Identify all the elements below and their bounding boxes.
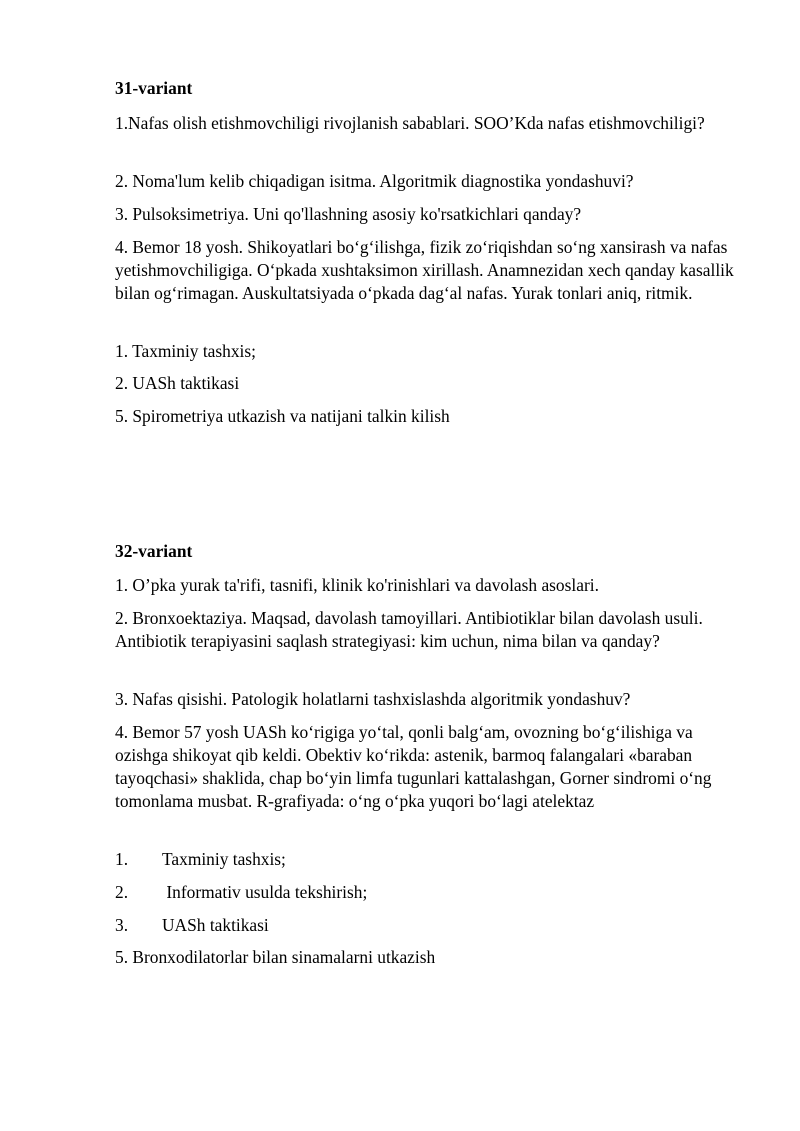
- variant-31-title: 31-variant: [115, 78, 193, 98]
- variant-31-question-4: 4. Bemor 18 yosh. Shikoyatlari bo‘g‘ilishga, fizik zo‘riqishdan so‘ng xansirash va nafas yetishmovchiligiga. O‘pkada xushtaksimon xirillash. Anamnezidan xech qanday kasallik bilan og‘rimagan. Auskultatsiyada o‘pkada dag‘al nafas. Yurak tonlari aniq, ritmik.: [115, 237, 734, 303]
- variant-32-subitem-1: [115, 848, 286, 871]
- variant-31-question-1: 1.Nafas olish etishmovchiligi rivojlanish sabablari. SOO’Kda nafas etishmovchiligi?: [115, 113, 705, 133]
- subitem-number: 1.: [115, 849, 129, 869]
- variant-31-question-5: 5. Spirometriya utkazish va natijani talkin kilish: [115, 406, 450, 426]
- variant-32-subitem-2: [115, 881, 367, 904]
- variant-32-question-1: 1. O’pka yurak ta'rifi, tasnifi, klinik ko'rinishlari va davolash asoslari.: [115, 575, 599, 595]
- subitem-text: UASh taktikasi: [162, 915, 269, 935]
- subitem-text: Taxminiy tashxis;: [162, 849, 286, 869]
- variant-31-subitem-1: 1. Taxminiy tashxis;: [115, 341, 256, 361]
- variant-32-question-2: 2. Bronxoektaziya. Maqsad, davolash tamoyillari. Antibiotiklar bilan davolash usuli. Antibiotik terapiyasini saqlash strategiyasi: kim uchun, nima bilan va qanday?: [115, 608, 703, 651]
- variant-31-subitem-2: 2. UASh taktikasi: [115, 373, 240, 393]
- variant-32-title: 32-variant: [115, 541, 193, 561]
- variant-32-question-3: 3. Nafas qisishi. Patologik holatlarni tashxislashda algoritmik yondashuv?: [115, 689, 631, 709]
- subitem-number: 2.: [115, 882, 129, 902]
- variant-32-subitem-3: [115, 914, 269, 937]
- variant-31-question-3: 3. Pulsoksimetriya. Uni qo'llashning asosiy ko'rsatkichlari qanday?: [115, 204, 582, 224]
- variant-32-question-4: 4. Bemor 57 yosh UASh ko‘rigiga yo‘tal, qonli balg‘am, ovozning bo‘g‘ilishiga va ozishga shikoyat qib keldi. Obektiv ko‘rikda: astenik, barmoq falangalari «baraban tayoqchasi» shaklida, chap bo‘yin limfa tugunlari kattalashgan, Gorner sindromi o‘ng tomonlama musbat. R-grafiyada: o‘ng o‘pka yuqori bo‘lagi atelektaz: [115, 722, 712, 811]
- subitem-number: 3.: [115, 915, 129, 935]
- variant-31-question-2: 2. Noma'lum kelib chiqadigan isitma. Algoritmik diagnostika yondashuvi?: [115, 171, 634, 191]
- subitem-text: Informativ usulda tekshirish;: [162, 882, 368, 902]
- variant-32-question-5: 5. Bronxodilatorlar bilan sinamalarni utkazish: [115, 947, 436, 967]
